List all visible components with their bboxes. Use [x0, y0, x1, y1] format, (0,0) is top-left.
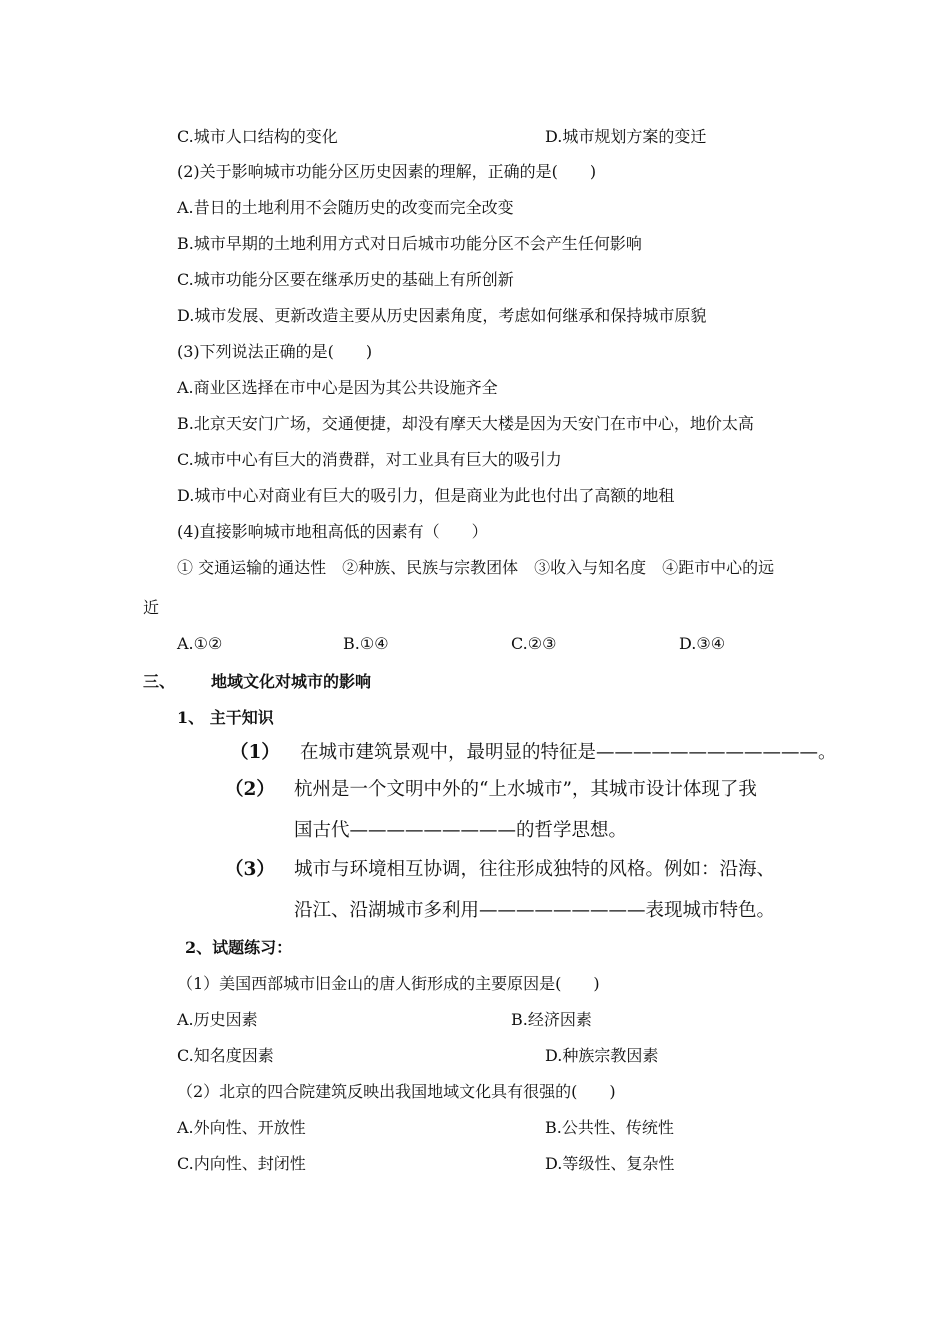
question-2-option-a: A.昔日的土地利用不会随历史的改变而完全改变	[177, 198, 514, 217]
question-4-stem: (4)直接影响城市地租高低的因素有（ ）	[177, 522, 488, 541]
question-4-factors: ① 交通运输的通达性 ②种族、民族与宗教团体 ③收入与知名度 ④距市中心的远	[177, 558, 775, 577]
question-4-option-d: D.③④	[679, 634, 726, 653]
question-3-option-d: D.城市中心对商业有巨大的吸引力，但是商业为此也付出了高额的地租	[177, 486, 675, 505]
practice-2-option-d: D.等级性、复杂性	[545, 1154, 675, 1173]
question-4-option-a: A.①②	[177, 634, 223, 653]
option-c: C.城市人口结构的变化	[177, 127, 338, 146]
practice-1-stem: （1）美国西部城市旧金山的唐人街形成的主要原因是( )	[177, 974, 600, 993]
section-title: 地域文化对城市的影响	[211, 672, 372, 691]
question-4-option-b: B.①④	[343, 634, 389, 653]
knowledge-item-2-text-continued: 国古代—————————的哲学思想。	[294, 820, 628, 841]
practice-1-option-a: A.历史因素	[177, 1010, 258, 1029]
subsection-practice: 2、试题练习：	[185, 938, 293, 957]
option-d: D.城市规划方案的变迁	[545, 127, 707, 146]
question-2-stem: (2)关于影响城市功能分区历史因素的理解，正确的是( )	[177, 162, 597, 181]
question-4-factors-continued: 近	[143, 598, 160, 617]
question-2-option-b: B.城市早期的土地利用方式对日后城市功能分区不会产生任何影响	[177, 234, 642, 253]
knowledge-item-3-number: （3）	[225, 859, 275, 880]
question-3-option-c: C.城市中心有巨大的消费群，对工业具有巨大的吸引力	[177, 450, 562, 469]
knowledge-item-1-text: 在城市建筑景观中，最明显的特征是————————————。	[300, 742, 837, 763]
knowledge-item-2-number: （2）	[225, 779, 275, 800]
practice-2-option-b: B.公共性、传统性	[545, 1118, 674, 1137]
practice-1-option-c: C.知名度因素	[177, 1046, 274, 1065]
practice-2-option-c: C.内向性、封闭性	[177, 1154, 306, 1173]
question-2-option-d: D.城市发展、更新改造主要从历史因素角度，考虑如何继承和保持城市原貌	[177, 306, 707, 325]
question-3-option-a: A.商业区选择在市中心是因为其公共设施齐全	[177, 378, 498, 397]
knowledge-item-2-text: 杭州是一个文明中外的“上水城市”，其城市设计体现了我	[294, 779, 757, 800]
knowledge-item-3-text: 城市与环境相互协调，往往形成独特的风格。例如：沿海、	[294, 859, 776, 880]
section-number: 三、	[143, 672, 176, 691]
question-3-stem: (3)下列说法正确的是( )	[177, 342, 373, 361]
practice-1-option-b: B.经济因素	[511, 1010, 592, 1029]
practice-2-option-a: A.外向性、开放性	[177, 1118, 306, 1137]
subsection-main-knowledge: 1、 主干知识	[177, 708, 274, 727]
practice-2-stem: （2）北京的四合院建筑反映出我国地域文化具有很强的( )	[177, 1082, 616, 1101]
question-3-option-b: B.北京天安门广场，交通便捷，却没有摩天大楼是因为天安门在市中心，地价太高	[177, 414, 754, 433]
practice-1-option-d: D.种族宗教因素	[545, 1046, 659, 1065]
knowledge-item-3-text-continued: 沿江、沿湖城市多利用—————————表现城市特色。	[294, 900, 776, 921]
question-4-option-c: C.②③	[511, 634, 557, 653]
question-2-option-c: C.城市功能分区要在继承历史的基础上有所创新	[177, 270, 514, 289]
knowledge-item-1-number: （1）	[230, 742, 280, 763]
